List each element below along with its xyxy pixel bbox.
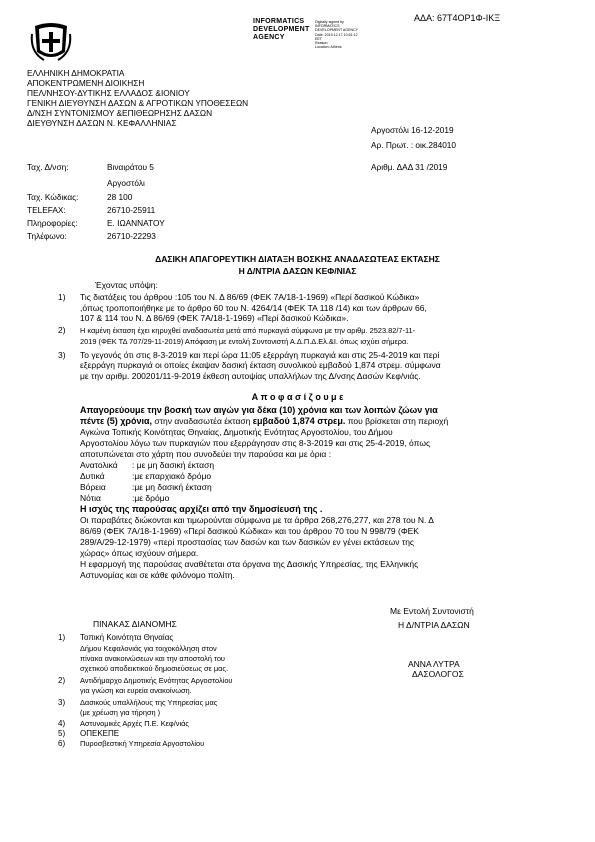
item-number: 3) (58, 349, 66, 360)
dist-line: Δασικούς υπαλλήλους της Υπηρεσίας μας (80, 697, 218, 707)
signatory-role: ΔΑΣΟΛΟΓΟΣ (412, 669, 464, 679)
header-line: Δ/ΝΣΗ ΣΥΝΤΟΝΙΣΜΟΥ &ΕΠΙΘΕΩΡΗΣΗΣ ΔΑΣΩΝ (27, 108, 213, 118)
contact-block (27, 162, 165, 244)
signature-line-1: Με Εντολή Συντονιστή (390, 606, 474, 616)
dist-line: Αστυνομικές Αρχές Π.Ε. Κεφ/νιάς (80, 718, 189, 728)
header-line: ΔΙΕΥΘΥΝΣΗ ΔΑΣΩΝ Ν. ΚΕΦΑΛΛΗΝΙΑΣ (27, 118, 177, 128)
contact-value: Ε. ΙΩΑΝΝΑΤΟΥ (107, 218, 165, 228)
decision-heading: Α π ο φ α σ ί ζ ο υ μ ε (251, 392, 344, 402)
dist-number: 2) (58, 675, 66, 685)
contact-value: 26710-22293 (107, 231, 156, 241)
item-line: 2019 (ΦΕΚ ΤΔ 707/29-11-2019) Απόφαση με εντολή Συντονιστή Α.Δ.Π.Δ.Ελ.&Ι. όπως ισχύει σήμερα. (80, 336, 409, 346)
informatics-agency-logo (253, 18, 373, 58)
dist-line: πίνακα ανακοινώσεων και την αποστολή του (80, 653, 225, 663)
dist-number: 5) (58, 728, 66, 738)
contact-label: Πληροφορίες: (27, 218, 78, 228)
decision-line: πέντε (5) χρόνια, στην αναδασωτέα έκταση εμβαδού 1,874 στρεμ. που βρίσκεται στη περιοχή (80, 416, 449, 426)
item-number: 1) (58, 292, 66, 302)
dist-line: για γνώση και ευρεία ανακοίνωση. (80, 685, 192, 695)
dist-line: Δήμου Κεφαλονιάς για τοιχοκόλληση στον (80, 643, 217, 653)
item-line: εξερράγη πυρκαγιά οι οποίες έκαψαν δασική έκταση συνολικού εμβαδού 1,874 στρεμ. σύμφωνα (80, 360, 441, 370)
boundary-direction: Ανατολικά (80, 460, 118, 470)
dist-number: 4) (58, 718, 66, 728)
contact-label: Ταχ. Κώδικας: (27, 192, 79, 202)
dist-line: ΟΠΕΚΕΠΕ (80, 728, 120, 738)
logo-line-3: AGENCY (253, 34, 285, 41)
penalty-line: χώρας» όπως ισχύουν σήμερα. (80, 548, 199, 558)
contact-label: TELEFAX: (27, 205, 66, 215)
decision-number: Αριθμ. ΔΑΔ 31 /2019 (371, 162, 448, 172)
header-line: ΓΕΝΙΚΗ ΔΙΕΥΘΥΝΣΗ ΔΑΣΩΝ & ΑΓΡΟΤΙΚΩΝ ΥΠΟΘΕΣΕΩΝ (27, 98, 249, 108)
contact-label: Τηλέφωνο: (27, 231, 67, 241)
digital-signature-text: Digitally signed by INFORMATICS DEVELOPMENT AGENCY Date: 2019.12.17 10:51:12 EET Reason: Location: Athens (315, 20, 359, 50)
header-line: ΕΛΛΗΝΙΚΗ ΔΗΜΟΚΡΑΤΙΑ (27, 68, 125, 78)
boundary-direction: Βόρεια (80, 482, 106, 492)
penalty-line: 289/Α/29-12-1979) «περί προστασίας των δασών και των δασικών εν γένει εκτάσεων της (80, 537, 415, 547)
dist-line: Πυροσβεστική Υπηρεσία Αργοστολίου (80, 738, 205, 748)
signature-line-2: Η Δ/ΝΤΡΙΑ ΔΑΣΩΝ (398, 620, 470, 630)
signatory-name: ΑΝΝΑ ΛΥΤΡΑ (408, 659, 460, 669)
boundary-description: :με δρόμο (132, 493, 170, 503)
contact-label: Ταχ. Δ/νση: (27, 162, 69, 172)
dist-line: Τοπική Κοινότητα Θηναίας (80, 633, 174, 642)
item-line: ,όπως τροποποιήθηκε με το άρθρο 60 του Ν. 4264/14 (ΦΕΚ ΤΑ 118 /14) και των άρθρων 66, (80, 302, 427, 313)
decision-body (80, 405, 448, 581)
dist-line: Αντιδήμαρχο Δημοτικής Ενότητας Αργοστολίου (80, 675, 233, 685)
item-line: Τις διατάξεις του άρθρου :105 του Ν. Δ 86/69 (ΦΕΚ 7Α/18-1-1969) «Περί δασικού Κώδικα» (80, 292, 420, 302)
boundary-description: : με μη δασική έκταση (132, 460, 215, 470)
document-title: ΔΑΣΙΚΗ ΑΠΑΓΟΡΕΥΤΙΚΗ ΔΙΑΤΑΞΗ ΒΟΣΚΗΣ ΑΝΑΔΑΣΩΤΕΑΣ ΕΚΤΑΣΗΣ (155, 254, 440, 264)
ada-code: ΑΔΑ: 67Τ4ΟΡ1Φ-ΙΚΞ (414, 13, 501, 23)
boundary-description: :με επαρχιακό δρόμο (132, 471, 212, 481)
contact-value: 28 100 (107, 192, 133, 202)
item-number: 2) (58, 325, 66, 335)
date-line: Αργοστόλι 16-12-2019 (371, 125, 454, 135)
authority-header (27, 68, 248, 128)
item-line: με την αριθμ. 200201/11-9-2019 έκθεση αυτοψίας υπαλλήλων της Δ/νσης Δασών Κεφ/νιάς. (80, 370, 421, 381)
decision-line: Αγκώνα Τοπικής Κοινότητας Θηναίας, Δημοτικής Ενότητας Αργοστολίου, του Δήμου (80, 427, 393, 437)
validity-statement: Η ισχύς της παρούσας αρχίζει από την δημοσίευσή της . (80, 504, 323, 514)
dist-line: (με χρέωση για τήρηση ) (80, 707, 161, 717)
contact-value: Βιναιράτου 5 (107, 162, 154, 172)
boundary-description: :με μη δασική έκταση (132, 482, 212, 492)
item-line: Η καμένη έκταση έχει κηρυχθεί αναδασωτέα μετά από πυρκαγιά σύμφωνα με την αριθμ. 2523.82/7-11- (80, 326, 416, 335)
header-line: ΠΕΛ/ΝΗΣΟΥ-ΔΥΤΙΚΗΣ ΕΛΛΑΔΟΣ &ΙΟΝΙΟΥ (27, 88, 190, 98)
boundary-direction: Νότια (80, 493, 101, 503)
dist-number: 3) (58, 697, 66, 707)
protocol-number: Αρ. Πρωτ. : οικ.284010 (371, 140, 457, 150)
document-subtitle: Η Δ/ΝΤΡΙΑ ΔΑΣΩΝ ΚΕΦ/ΝΙΑΣ (238, 266, 357, 276)
contact-value: Αργοστόλι (107, 178, 145, 188)
decision-line: αποτυπώνεται στο χάρτη που συνοδεύει την παρούσα και με όρια : (80, 449, 332, 459)
logo-line-2: DEVELOPMENT (253, 26, 310, 33)
item-line: 107 & 114 του Ν. Δ 86/69 (ΦΕΚ 7Α/18-1-1969) «Περί δασικού Κώδικα». (80, 313, 349, 323)
boundary-direction: Δυτικά (80, 471, 105, 481)
greek-emblem-icon (30, 22, 72, 62)
dist-number: 6) (58, 738, 66, 748)
penalty-line: 86/69 (ΦΕΚ 7Α/18-1-1969) «Περί δασικού Κώδικα» και του άρθρου 70 του Ν 998/79 (ΦΕΚ (80, 526, 419, 536)
distribution-title: ΠΙΝΑΚΑΣ ΔΙΑΝΟΜΗΣ (93, 619, 177, 629)
dist-number: 1) (58, 633, 66, 642)
enforcement-line: Αστυνομίας και σε κάθε φιλόνομο πολίτη. (80, 570, 235, 580)
enforcement-line: Η εφαρμογή της παρούσας αναθέτεται στα όργανα της Δασικής Υπηρεσίας, της Ελληνικής (80, 559, 419, 569)
considering-label: Έχοντας υπόψη: (95, 280, 158, 290)
decision-line: Αργοστολίου λόγω των πυρκαγιών που εξερράγησαν στις 8-3-2019 και στις 25-4-2019, όπως (80, 438, 431, 448)
contact-value: 26710-25911 (107, 205, 156, 215)
logo-line-1: INFORMATICS (253, 18, 305, 25)
item-line: Το γεγονός ότι στις 8-3-2019 και περί ώρα 11:05 εξερράγη πυρκαγιά και στις 25-4-2019 και περί (80, 349, 440, 360)
decision-line: Απαγορεύουμε την βοσκή των αιγών για δέκα (10) χρόνια και των λοιπών ζώων για (80, 405, 438, 415)
penalty-line: Οι παραβάτες διώκονται και τιμωρούνται σύμφωνα με τα άρθρα 268,276,277, και 278 του Ν. Δ (80, 515, 434, 525)
dist-line: σχετικού αποδεικτικού δημοσιεύσεως σε μας. (80, 663, 229, 673)
header-line: ΑΠΟΚΕΝΤΡΩΜΕΝΗ ΔΙΟΙΚΗΣΗ (27, 78, 145, 88)
